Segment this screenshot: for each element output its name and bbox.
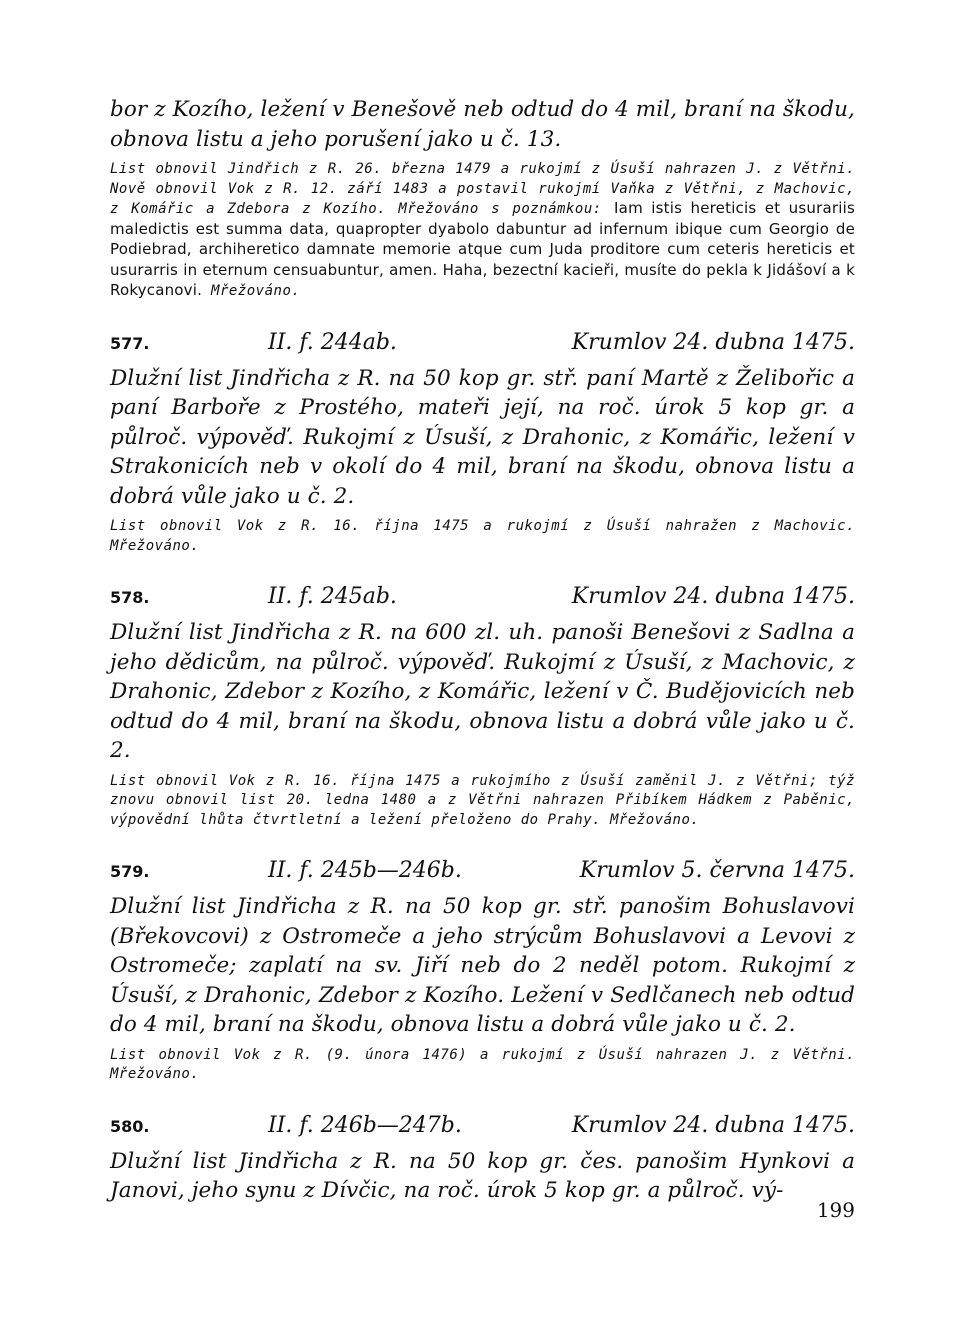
entry-note: List obnovil Vok z R. 16. října 1475 a rukojmího z Úsuší zaměnil J. z Větřni; týž znovu obnovil list 20. ledna 1480 a z Větřni nahrazen Přibíkem Hádkem z Paběnic, výpovědní lhůta čtvrtletní a ležení přeloženo do Prahy. Mřežováno. bbox=[110, 772, 855, 828]
entry-date: Krumlov 24. dubna 1475. bbox=[571, 329, 855, 355]
entry-header bbox=[110, 584, 855, 616]
entry-579 bbox=[110, 858, 855, 1085]
entry-text: Dlužní list Jindřicha z R. na 600 zl. uh. panoši Benešovi z Sadlna a jeho dědicům, na půlroč. výpověď. Rukojmí z Úsuší, z Machovic, z Drahonic, Zdebor z Kozího, z Komářic, ležení v Č. Budějovicích neb odtud do 4 mil, braní na škodu, obnova listu a dobrá vůle jako u č. 2. bbox=[110, 620, 855, 763]
entry-577 bbox=[110, 330, 855, 557]
intro-note-tail: Mřežováno. bbox=[211, 283, 301, 299]
entry-note: List obnovil Vok z R. 16. října 1475 a rukojmí z Úsuší nahražen z Machovic. Mřežováno. bbox=[110, 518, 855, 554]
entry-number: 580. bbox=[110, 1116, 150, 1136]
entry-folio: II. f. 245b—246b. bbox=[268, 858, 462, 883]
entry-number: 578. bbox=[110, 588, 150, 607]
intro-note-italic: List obnovil Jindřich z R. 26. března 1479 a rukojmí z Úsuší nahrazen J. z Větřni. Nově obnovil Vok z R. 12. září 1483 a postavil rukojmí Vaňka z Větřni, z Machovic, z Komářic a Zdebora z Kozího. Mřežováno s poznámkou: bbox=[110, 161, 855, 217]
entry-folio: II. f. 246b—247b. bbox=[268, 1112, 462, 1138]
page-number: 199 bbox=[816, 1198, 855, 1222]
entry-number: 579. bbox=[110, 862, 150, 881]
entry-date: Krumlov 24. dubna 1475. bbox=[571, 1112, 855, 1138]
entry-text: Dlužní list Jindřicha z R. na 50 kop gr. čes. panošim Hynkovi a Janovi, jeho synu z Dívčic, na roč. úrok 5 kop gr. a půlroč. vý- bbox=[110, 1148, 855, 1203]
entry-text: Dlužní list Jindřicha z R. na 50 kop gr. stř. paní Martě z Želibořic a paní Barboře z Prostého, mateři její, na roč. úrok 5 kop gr. a půlroč. výpověď. Rukojmí z Úsuší, z Drahonic, z Komářic, ležení v Strakonicích neb v okolí do 4 mil, braní na škodu, obnova listu a dobrá vůle jako u č. 2. bbox=[110, 365, 855, 509]
entry-date: Krumlov 24. dubna 1475. bbox=[571, 584, 855, 609]
entry-number: 577. bbox=[110, 333, 150, 353]
entry-date: Krumlov 5. června 1475. bbox=[579, 858, 855, 883]
page-content bbox=[110, 95, 855, 1206]
entry-text: Dlužní list Jindřicha z R. na 50 kop gr. stř. panošim Bohuslavovi (Břekovcovi) z Ostromeče a jeho strýcům Bohuslavovi a Levovi z Ostromeče; zaplatí na sv. Jiří neb do 2 neděl potom. Rukojmí z Úsuší, z Drahonic, Zdebor z Kozího. Ležení v Sedlčanech neb odtud do 4 mil, braní na škodu, obnova listu a dobrá vůle jako u č. 2. bbox=[110, 894, 855, 1037]
entry-header bbox=[110, 1113, 855, 1145]
entry-header bbox=[110, 858, 855, 890]
intro-text: bor z Kozího, ležení v Benešově neb odtud do 4 mil, braní na škodu, obnova listu a jeho porušení jako u č. 13. bbox=[110, 97, 855, 152]
entry-header bbox=[110, 330, 855, 362]
entry-folio: II. f. 244ab. bbox=[268, 329, 397, 355]
entry-folio: II. f. 245ab. bbox=[268, 584, 397, 609]
entry-578 bbox=[110, 584, 855, 830]
intro-note bbox=[110, 160, 855, 302]
entry-580 bbox=[110, 1113, 855, 1206]
entry-note: List obnovil Vok z R. (9. února 1476) a rukojmí z Úsuší nahrazen J. z Větřni. Mřežováno. bbox=[110, 1046, 855, 1082]
intro-note-latin: Iam istis hereticis et usurariis maledictis est summa data, quapropter dyabolo dabuntur ad infernum ibique cum Georgio de Podiebrad, archiheretico damnate memorie atque cum Juda proditore cum ceteris hereticis et usurarris in eternum censuabuntur, amen. Haha, bezectní kacieři, musíte do pekla k Jidášoví a k Rokycanovi. bbox=[110, 199, 855, 299]
